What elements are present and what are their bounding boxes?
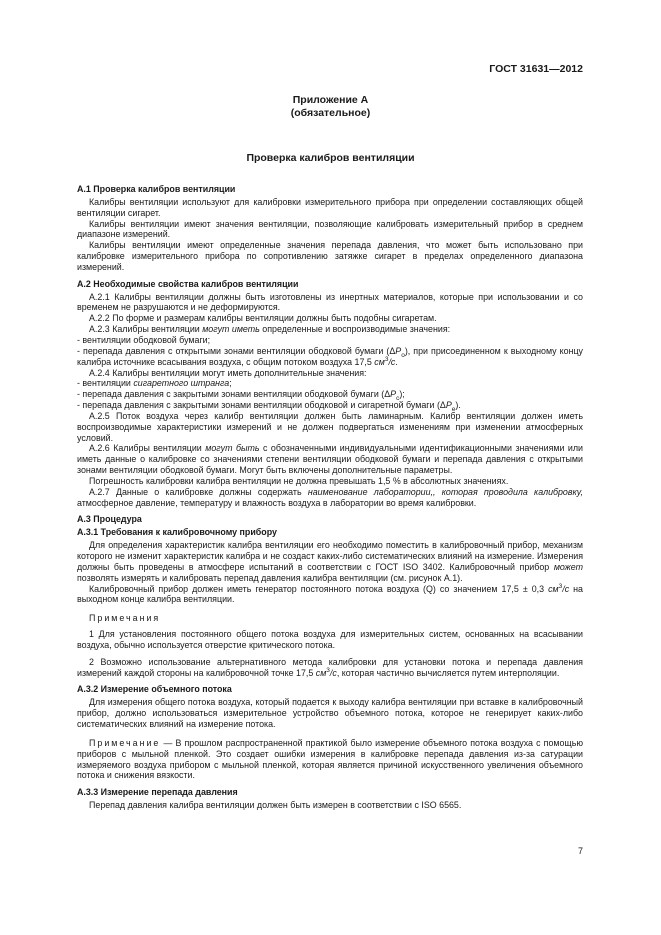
subsection-heading: А.3.1 Требования к калибровочному прибору (77, 527, 277, 538)
paragraph: Погрешность калибровки калибра вентиляции не должна превышать 1,5 % в абсолютных значениях. (89, 475, 509, 486)
appendix-status: (обязательное) (290, 107, 371, 119)
paragraph: Для определения характеристик калибра вентиляции его необходимо поместить в калибровочный прибор, механизм которого не изменит характеристик калибра и не создаст каких-либо систематических влияний на измерение. Измерения должны быть проведены в атмосфере испытаний в соответствии с ГОСТ ISO 3402. Калибровочный прибор может позволять измерять и калибровать перепад давления калибра вентиляции (см. рисунок А.1). (77, 540, 583, 583)
paragraph: Для измерения общего потока воздуха, который подается к выходу калибра вентиляции при вставке в калибровочный прибор, должно использоваться измерительное устройство объемного потока, которое не генерирует каких-либо систематических влияний на измерение потока. (77, 697, 583, 729)
appendix-heading (0, 94, 661, 120)
paragraph: Калибры вентиляции имеют определенные значения перепада давления, что может быть использовано при калибровке измерительного прибора по сопротивлению затяжке сигарет в пределах определенного диапазона измерений. (77, 240, 583, 272)
list-item: - перепада давления с закрытыми зонами вентиляции ободковой бумаги $(\Delta P_c)$; (77, 389, 405, 402)
paragraph: Калибры вентиляции имеют значения вентиляции, позволяющие калибровать измерительный прибор в среднем диапазоне измерений. (77, 218, 583, 240)
section-heading: А.2 Необходимые свойства калибров вентиляции (77, 278, 299, 289)
paragraph: А.2.6 Калибры вентиляции могут быть с обозначенными индивидуальными идентификационными значениями или иметь данные о калибровке со значениями степени вентиляции ободковой бумаги и перепада давления с открытыми зонами вентиляции ободковой бумаги. Могут быть включены дополнительные параметры. (77, 443, 584, 476)
paragraph: Калибры вентиляции используют для калибровки измерительного прибора при определении составляющих общей вентиляции сигарет. (77, 196, 583, 218)
section-heading: А.3 Процедура (77, 514, 142, 525)
paragraph: Перепад давления калибра вентиляции должен быть измерен в соответствии с ISO 6565. (89, 800, 462, 811)
section-heading: А.1 Проверка калибров вентиляции (77, 184, 236, 194)
subsection-heading: А.3.2 Измерение объемного потока (77, 684, 232, 695)
note: Примечание — В прошлом распространенной практикой было измерение объемного потока воздуха с помощью приборов с мыльной пленкой. Это создает ошибки измерения в калибровке перепада давления из-за сатурации измеряемого воздуха прибором с мыльной пленкой, которая является причиной искусственного увеличения объемного потока и снижения вязкости. (77, 737, 583, 781)
paragraph: А.2.5 Поток воздуха через калибр вентиляции должен быть ламинарным. Калибр вентиляции должен иметь воспроизводимые характеристики измерений и не должен подвергаться изменениям при изменении атмосферных условий. (77, 410, 583, 443)
paragraph: А.2.3 Калибры вентиляции могут иметь определенные и воспроизводимые значения: (89, 324, 451, 335)
note-item: 1 Для установления постоянного общего потока воздуха для измерительных систем, основанных на всасывании воздуха, обычно используется отверстие критического потока. (77, 629, 583, 650)
list-item: - перепада давления с открытыми зонами вентиляции ободковой бумаги $(\Delta P_o)$, при присоединенном к выходному концу калибра источнике всасывания воздуха, с общим потоком воздуха 17,5 $см^3/с$. (77, 345, 583, 367)
page-number: 7 (577, 846, 583, 856)
paragraph: А.2.2 По форме и размерам калибры вентиляции должны быть подобны сигаретам. (89, 313, 437, 324)
paragraph: А.2.7 Данные о калибровке должны содержать наименование лаборатории,, которая проводила калибровку, атмосферное давление, температуру и влажность воздуха в лаборатории во время калибровки. (77, 486, 584, 508)
main-title: Проверка калибров вентиляции (246, 152, 415, 164)
notes-heading: Примечания (89, 613, 161, 624)
list-item: - перепада давления с закрытыми зонами вентиляции ободковой и сигаретной бумаги $(\Delta P_e)$. (77, 400, 461, 413)
appendix-title: Приложение А (292, 94, 369, 106)
paragraph: А.2.4 Калибры вентиляции могут иметь дополнительные значения: (89, 367, 367, 378)
subsection-heading: А.3.3 Измерение перепада давления (77, 787, 238, 798)
standard-header: ГОСТ 31631—2012 (489, 63, 583, 75)
list-item: - вентиляции сигаретного штранга; (77, 378, 232, 389)
paragraph: А.2.1 Калибры вентиляции должны быть изготовлены из инертных материалов, которые при использовании и со временем не разрушаются и не деформируются. (77, 291, 583, 313)
list-item: - вентиляции ободковой бумаги; (77, 334, 211, 345)
paragraph: Калибровочный прибор должен иметь генератор постоянного потока воздуха (Q) со значением 17,5 ± 0,3 $см^3/с$ на выходном конце калибра вентиляции. (77, 582, 583, 605)
document-body (77, 184, 583, 811)
note-item: 2 Возможно использование альтернативного метода калибровки для установки потока и перепада давления измерений каждой стороны на калибровочной точке 17,5 $см^3/с$, которая частично вычисляется путем интерполяции. (77, 656, 583, 678)
